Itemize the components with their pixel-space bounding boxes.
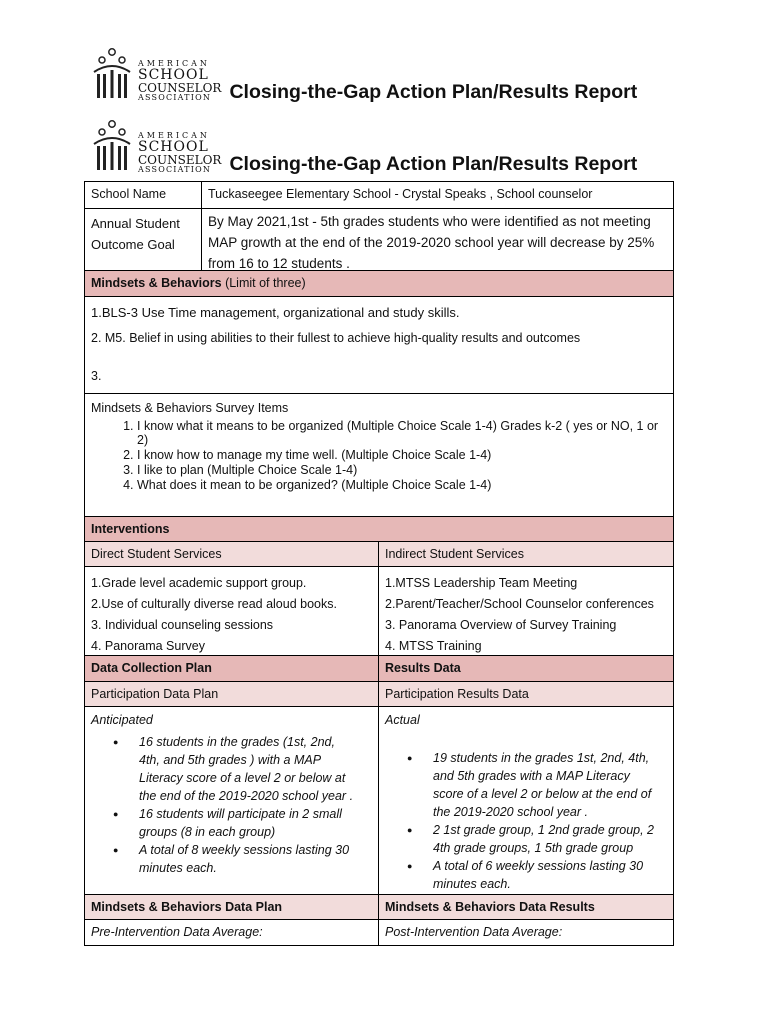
direct-service-item: 2.Use of culturally diverse read aloud books. [91, 597, 337, 611]
actual-item: ● A total of 6 weekly sessions lasting 30 minutes each. [433, 857, 657, 893]
survey-list [91, 419, 667, 492]
logo-wordmark [138, 60, 221, 102]
asca-logo [92, 46, 221, 102]
survey-item: 2. I know how to manage my time well. (Multiple Choice Scale 1-4) [137, 448, 659, 462]
mb-data-row [85, 920, 673, 945]
page-title: Closing-the-Gap Action Plan/Results Report [229, 81, 638, 103]
report-header-2 [92, 118, 637, 174]
actual-label: Actual [385, 713, 420, 727]
post-intervention-average: Post-Intervention Data Average: [385, 925, 563, 939]
anticipated-item: ● 16 students in the grades (1st, 2nd, 4th, and 5th grades ) with a MAP Literacy score of a level 2 or below at the end of the 2019-2020 school year . [139, 733, 356, 805]
mindset-item: 3. [91, 369, 102, 383]
school-name-row [85, 182, 673, 209]
logo-line: COUNSELOR [138, 81, 222, 95]
survey-heading: Mindsets & Behaviors Survey Items [91, 401, 289, 415]
school-name-label: School Name [85, 182, 202, 208]
logo-line: SCHOOL [138, 67, 209, 83]
direct-services-heading: Direct Student Services [85, 542, 379, 566]
survey-item: 4. What does it mean to be organized? (Multiple Choice Scale 1-4) [137, 478, 659, 492]
direct-service-item: 3. Individual counseling sessions [91, 618, 274, 632]
asca-logo-icon [92, 118, 132, 174]
goal-label-line: Outcome Goal [91, 237, 175, 252]
mindsets-heading-text: Mindsets & Behaviors [91, 276, 222, 290]
mb-data-results-heading: Mindsets & Behaviors Data Results [385, 900, 595, 914]
participation-row [85, 707, 673, 895]
mb-data-plan-heading: Mindsets & Behaviors Data Plan [85, 895, 379, 919]
pre-intervention-average: Pre-Intervention Data Average: [85, 920, 379, 945]
survey-row [85, 394, 673, 517]
anticipated-label: Anticipated [91, 713, 153, 727]
direct-services [85, 567, 379, 655]
indirect-service-item: 1.MTSS Leadership Team Meeting [385, 576, 578, 590]
logo-line: AMERICAN [138, 59, 210, 68]
logo-line: COUNSELOR [138, 153, 222, 167]
mindsets-heading [85, 271, 312, 296]
indirect-service-item: 4. MTSS Training [385, 639, 482, 653]
mindset-item: 1.BLS-3 Use Time management, organizational and study skills. [91, 305, 460, 320]
goal-line: By May 2021,1st - 5th grades students who were identified as not meeting [208, 214, 651, 229]
participation-results [379, 707, 673, 894]
goal-label-line: Annual Student [91, 216, 180, 231]
indirect-service-item: 2.Parent/Teacher/School Counselor conferences [385, 597, 654, 611]
participation-results-heading: Participation Results Data [385, 687, 529, 701]
indirect-services [379, 567, 673, 655]
logo-line: SCHOOL [138, 139, 209, 155]
mb-data-heading-row [85, 895, 673, 920]
services-row [85, 567, 673, 656]
mindsets-heading-note: (Limit of three) [221, 276, 306, 290]
actual-item: ● 19 students in the grades 1st, 2nd, 4th, and 5th grades with a MAP Literacy score of a level 2 or below at the end of the 2019-2020 school year . [433, 749, 657, 821]
mindset-item: 2. M5. Belief in using abilities to their fullest to achieve high-quality results and outcomes [91, 331, 581, 345]
page-title: Closing-the-Gap Action Plan/Results Report [229, 153, 638, 175]
report-header-1 [92, 46, 637, 102]
goal-line: MAP growth at the end of the 2019-2020 school year will decrease by 25% [208, 235, 655, 250]
mindsets-items-row [85, 297, 673, 394]
mindsets-heading-row [85, 271, 673, 297]
indirect-service-item: 3. Panorama Overview of Survey Training [385, 618, 617, 632]
logo-wordmark [138, 132, 221, 174]
goal-line: from 16 to 12 students . [208, 256, 350, 271]
results-data-heading: Results Data [385, 661, 461, 675]
goal-value [202, 209, 660, 270]
direct-service-item: 1.Grade level academic support group. [91, 576, 307, 590]
interventions-heading-row [85, 517, 673, 542]
anticipated-item: ● A total of 8 weekly sessions lasting 30 minutes each. [139, 841, 356, 877]
actual-item: ● 2 1st grade group, 1 2nd grade group, 2 4th grade groups, 1 5th grade group [433, 821, 657, 857]
asca-logo [92, 118, 221, 174]
anticipated-item: ● 16 students will participate in 2 small groups (8 in each group) [139, 805, 356, 841]
indirect-services-heading: Indirect Student Services [385, 547, 524, 561]
logo-line: ASSOCIATION [138, 93, 212, 102]
goal-row [85, 209, 673, 271]
goal-label [85, 209, 202, 270]
participation-plan-heading: Participation Data Plan [85, 682, 379, 706]
logo-line: AMERICAN [138, 131, 210, 140]
interventions-heading: Interventions [91, 522, 170, 536]
participation-heading-row [85, 682, 673, 707]
mindsets-items [85, 297, 586, 393]
action-plan-table [84, 181, 674, 946]
actual-list [385, 749, 667, 893]
school-name-value: Tuckaseegee Elementary School - Crystal Speaks , School counselor [208, 187, 593, 201]
survey-item: 1. I know what it means to be organized (Multiple Choice Scale 1-4) Grades k-2 ( yes or NO, 1 or 2) [137, 419, 659, 447]
participation-plan [85, 707, 379, 894]
logo-line: ASSOCIATION [138, 165, 212, 174]
survey-item: 3. I like to plan (Multiple Choice Scale 1-4) [137, 463, 659, 477]
data-collection-heading: Data Collection Plan [85, 656, 379, 681]
services-heading-row [85, 542, 673, 567]
asca-logo-icon [92, 46, 132, 102]
direct-service-item: 4. Panorama Survey [91, 639, 205, 653]
data-collection-heading-row [85, 656, 673, 682]
anticipated-list [91, 733, 372, 877]
survey-items [85, 394, 673, 516]
